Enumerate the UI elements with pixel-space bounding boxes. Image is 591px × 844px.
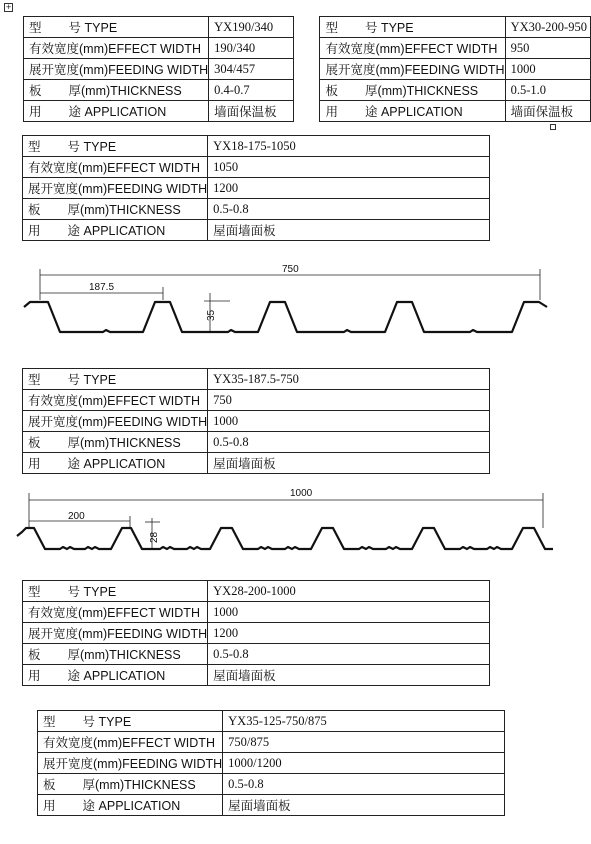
pitch-label: 200	[68, 511, 85, 522]
value-application: 屋面墙面板	[208, 453, 490, 474]
height-label: 28	[149, 531, 160, 543]
label-thickness: 板 厚(mm)THICKNESS	[24, 80, 209, 101]
paragraph-end-mark	[550, 124, 556, 130]
value-type: YX35-187.5-750	[208, 369, 490, 390]
label-effect-width: 有效宽度(mm)EFFECT WIDTH	[23, 602, 208, 623]
column-gap	[294, 101, 320, 122]
value-application: 屋面墙面板	[208, 220, 490, 241]
value-feeding-width: 1000	[505, 59, 590, 80]
label-feeding-width: 展开宽度(mm)FEEDING WIDTH	[320, 59, 505, 80]
label-effect-width: 有效宽度(mm)EFFECT WIDTH	[320, 38, 505, 59]
column-gap	[294, 17, 320, 38]
label-type: 型 号 TYPE	[23, 581, 208, 602]
move-anchor-icon[interactable]: +	[5, 3, 12, 11]
label-type: 型 号 TYPE	[24, 17, 209, 38]
label-type: 型 号 TYPE	[23, 369, 208, 390]
label-feeding-width: 展开宽度(mm)FEEDING WIDTH	[23, 623, 208, 644]
value-thickness: 0.5-0.8	[223, 774, 505, 795]
label-application: 用 途 APPLICATION	[23, 453, 208, 474]
label-type: 型 号 TYPE	[320, 17, 505, 38]
label-application: 用 途 APPLICATION	[24, 101, 209, 122]
value-effect-width: 750	[208, 390, 490, 411]
label-thickness: 板 厚(mm)THICKNESS	[38, 774, 223, 795]
value-feeding-width: 304/457	[209, 59, 294, 80]
pitch-label: 187.5	[89, 282, 115, 293]
spec-table	[22, 135, 490, 241]
value-application: 屋面墙面板	[208, 665, 490, 686]
column-gap	[294, 59, 320, 80]
spec-table	[37, 710, 505, 816]
label-application: 用 途 APPLICATION	[23, 665, 208, 686]
value-thickness: 0.5-0.8	[208, 432, 490, 453]
label-feeding-width: 展开宽度(mm)FEEDING WIDTH	[38, 753, 223, 774]
trapezoid-profile-line	[24, 302, 547, 332]
height-label: 35	[206, 309, 217, 321]
value-effect-width: 1000	[208, 602, 490, 623]
value-thickness: 0.5-0.8	[208, 199, 490, 220]
label-application: 用 途 APPLICATION	[23, 220, 208, 241]
trapezoid-profile-line	[17, 528, 553, 549]
label-type: 型 号 TYPE	[23, 136, 208, 157]
label-application: 用 途 APPLICATION	[38, 795, 223, 816]
value-feeding-width: 1000	[208, 411, 490, 432]
value-effect-width: 1050	[208, 157, 490, 178]
label-thickness: 板 厚(mm)THICKNESS	[23, 432, 208, 453]
value-effect-width: 950	[505, 38, 590, 59]
value-thickness: 0.5-1.0	[505, 80, 590, 101]
value-type: YX35-125-750/875	[223, 711, 505, 732]
label-feeding-width: 展开宽度(mm)FEEDING WIDTH	[23, 178, 208, 199]
value-type: YX30-200-950	[505, 17, 590, 38]
overall-width-label: 750	[282, 264, 299, 275]
label-effect-width: 有效宽度(mm)EFFECT WIDTH	[23, 390, 208, 411]
label-thickness: 板 厚(mm)THICKNESS	[23, 644, 208, 665]
label-type: 型 号 TYPE	[38, 711, 223, 732]
label-effect-width: 有效宽度(mm)EFFECT WIDTH	[23, 157, 208, 178]
value-application: 墙面保温板	[209, 101, 294, 122]
value-feeding-width: 1000/1200	[223, 753, 505, 774]
value-effect-width: 190/340	[209, 38, 294, 59]
label-feeding-width: 展开宽度(mm)FEEDING WIDTH	[23, 411, 208, 432]
column-gap	[294, 80, 320, 101]
value-feeding-width: 1200	[208, 623, 490, 644]
value-feeding-width: 1200	[208, 178, 490, 199]
profile-drawing-yx28	[0, 480, 591, 565]
label-thickness: 板 厚(mm)THICKNESS	[320, 80, 505, 101]
column-gap	[294, 38, 320, 59]
value-application: 屋面墙面板	[223, 795, 505, 816]
value-effect-width: 750/875	[223, 732, 505, 753]
label-effect-width: 有效宽度(mm)EFFECT WIDTH	[38, 732, 223, 753]
label-effect-width: 有效宽度(mm)EFFECT WIDTH	[24, 38, 209, 59]
value-type: YX28-200-1000	[208, 581, 490, 602]
value-type: YX190/340	[209, 17, 294, 38]
overall-width-label: 1000	[290, 488, 313, 499]
value-type: YX18-175-1050	[208, 136, 490, 157]
label-application: 用 途 APPLICATION	[320, 101, 505, 122]
label-feeding-width: 展开宽度(mm)FEEDING WIDTH	[24, 59, 209, 80]
spec-table	[22, 580, 490, 686]
spec-table	[22, 368, 490, 474]
label-thickness: 板 厚(mm)THICKNESS	[23, 199, 208, 220]
value-thickness: 0.5-0.8	[208, 644, 490, 665]
value-application: 墙面保温板	[505, 101, 590, 122]
value-thickness: 0.4-0.7	[209, 80, 294, 101]
profile-drawing-yx35	[0, 255, 591, 345]
spec-table-pair	[23, 16, 591, 122]
